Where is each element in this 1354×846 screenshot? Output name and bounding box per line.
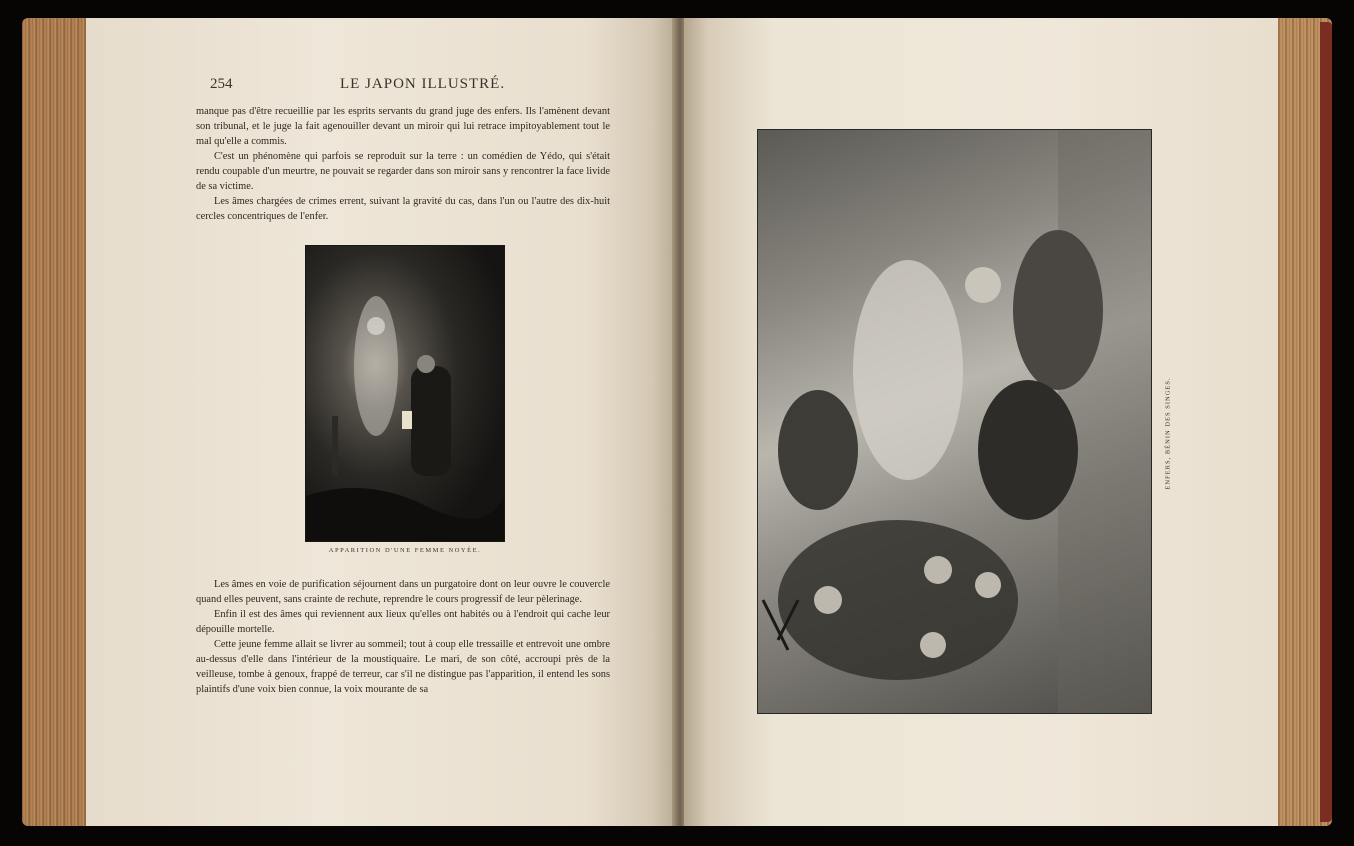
paragraph: C'est un phénomène qui parfois se reproduit sur la terre : un comédien de Yédo, qui s'était rendu coupable d'un meurtre, ne pouvait se regarder dans son miroir sans y rencontrer la face livide de sa victime. xyxy=(196,151,610,192)
engraving-hell-scene xyxy=(757,129,1152,714)
page-number: 254 xyxy=(210,76,233,92)
side-caption xyxy=(1158,360,1172,520)
paragraph: manque pas d'être recueillie par les esprits servants du grand juge des enfers. Ils l'amènent devant son tribunal, et le juge la fait agenouiller devant un miroir qui lui retrace impitoyablement tout le mal qu'elle a commis. xyxy=(196,106,610,147)
text-block-bottom xyxy=(196,577,610,697)
illustration-caption: APPARITION D'UNE FEMME NOYÉE. xyxy=(328,547,482,554)
engraving-drowned-woman xyxy=(305,245,505,542)
book-cover-edge xyxy=(1320,22,1332,822)
running-head xyxy=(210,76,610,96)
paragraph: Les âmes en voie de purification séjournent dans un purgatoire dont on leur ouvre le couvercle quand elles peuvent, sans crainte de rechute, reprendre le cours progressif de leur pèlerinage. xyxy=(196,579,610,605)
engraving-drowned-woman-art xyxy=(306,246,504,541)
engraving-hell-scene-art xyxy=(758,130,1151,713)
paragraph: Enfin il est des âmes qui reviennent aux lieux qu'elles ont habités ou à l'endroit qui cache leur dépouille mortelle. xyxy=(196,609,610,635)
paragraph: Cette jeune femme allait se livrer au sommeil; tout à coup elle tressaille et entrevoit une ombre au-dessus d'elle dans l'intérieur de la moustiquaire. Le mari, de son côté, accroupi près de la veilleuse, tombe à genoux, frappé de terreur, car s'il ne distingue pas l'apparition, il entend les sons plaintifs d'une voix bien connue, la voix mourante de sa xyxy=(196,639,610,695)
paragraph: Les âmes chargées de crimes errent, suivant la gravité du cas, dans l'un ou l'autre des dix-huit cercles concentriques de l'enfer. xyxy=(196,196,610,222)
running-title: LE JAPON ILLUSTRÉ. xyxy=(340,76,506,92)
text-block-top xyxy=(196,104,610,224)
side-caption-text: ENFERS, BÉNIN DES SINGES. xyxy=(1164,377,1172,490)
book-edge-left xyxy=(22,18,94,826)
